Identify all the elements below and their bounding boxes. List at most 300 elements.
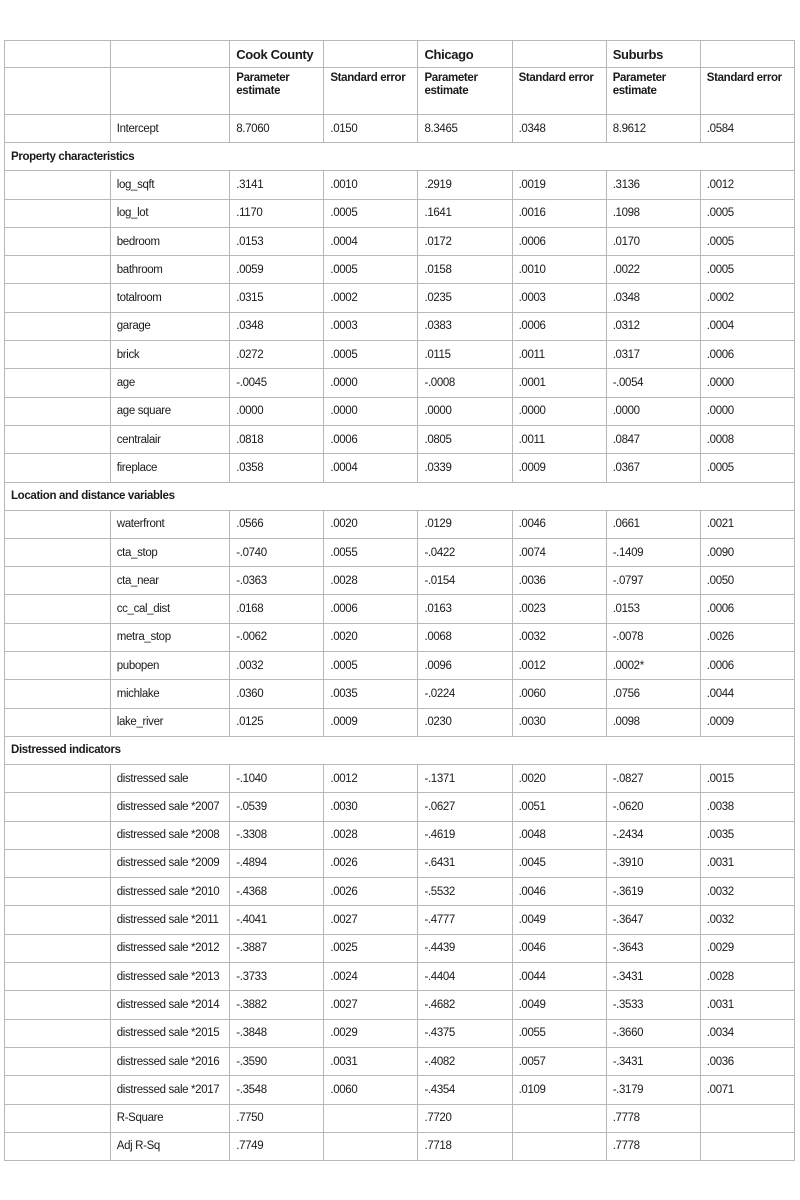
standard-error-cell: .0029 [324,1019,418,1047]
row-group-cell [5,227,111,255]
parameter-estimate-cell: -.4439 [418,934,512,962]
standard-error-cell: .0028 [324,821,418,849]
standard-error-cell: .0030 [324,793,418,821]
table-row [5,538,795,566]
standard-error-cell: .0026 [324,878,418,906]
row-label: age square [110,397,230,425]
standard-error-cell: .0031 [324,1047,418,1075]
table-row [5,567,795,595]
parameter-estimate-cell: .0115 [418,341,512,369]
header-row-columns [5,68,795,115]
standard-error-cell: .0011 [512,425,606,453]
standard-error-cell: .0046 [512,934,606,962]
standard-error-cell: .0026 [324,849,418,877]
table-row [5,1019,795,1047]
section-title: Distressed indicators [5,736,795,764]
parameter-estimate-cell: -.4375 [418,1019,512,1047]
standard-error-cell: .0032 [700,906,794,934]
row-group-cell [5,793,111,821]
table-row [5,595,795,623]
table-row [5,991,795,1019]
parameter-estimate-cell: .0022 [606,256,700,284]
row-label: log_sqft [110,171,230,199]
row-label: distressed sale *2013 [110,963,230,991]
parameter-estimate-cell: -.2434 [606,821,700,849]
standard-error-cell: .0006 [324,425,418,453]
parameter-estimate-cell: .0348 [606,284,700,312]
parameter-estimate-cell: -.3660 [606,1019,700,1047]
standard-error-cell: .0000 [700,397,794,425]
standard-error-cell: .0045 [512,849,606,877]
parameter-estimate-cell: .0360 [230,680,324,708]
standard-error-cell [512,1132,606,1160]
parameter-estimate-cell: -.3882 [230,991,324,1019]
parameter-estimate-cell: .7778 [606,1132,700,1160]
table-row [5,397,795,425]
standard-error-cell: .0003 [324,312,418,340]
standard-error-cell: .0028 [700,963,794,991]
row-label: totalroom [110,284,230,312]
standard-error-cell: .0055 [512,1019,606,1047]
parameter-estimate-cell: .7720 [418,1104,512,1132]
parameter-estimate-cell: .0129 [418,510,512,538]
parameter-estimate-cell: .0818 [230,425,324,453]
parameter-estimate-cell: -.0620 [606,793,700,821]
parameter-estimate-cell: .0163 [418,595,512,623]
standard-error-cell: .0006 [512,312,606,340]
standard-error-cell: .0060 [324,1076,418,1104]
row-group-cell [5,764,111,792]
parameter-estimate-cell: .0059 [230,256,324,284]
standard-error-cell: .0004 [324,227,418,255]
parameter-estimate-cell: -.0827 [606,764,700,792]
row-group-cell [5,878,111,906]
standard-error-cell: .0006 [700,341,794,369]
header-empty-cell [512,41,606,68]
standard-error-cell: .0034 [700,1019,794,1047]
parameter-estimate-cell: -.6431 [418,849,512,877]
table-row [5,906,795,934]
row-group-cell [5,199,111,227]
row-label: distressed sale *2008 [110,821,230,849]
row-label: cta_stop [110,538,230,566]
standard-error-cell: .0027 [324,991,418,1019]
parameter-estimate-cell: .0230 [418,708,512,736]
row-label: garage [110,312,230,340]
standard-error-cell: .0025 [324,934,418,962]
standard-error-cell [324,1104,418,1132]
standard-error-cell: .0015 [700,764,794,792]
header-row-groups [5,41,795,68]
header-empty-cell [5,68,111,115]
table-row [5,1104,795,1132]
row-group-cell [5,1132,111,1160]
row-label: distressed sale *2015 [110,1019,230,1047]
parameter-estimate-cell: .3141 [230,171,324,199]
standard-error-cell: .0028 [324,567,418,595]
parameter-estimate-cell: -.3910 [606,849,700,877]
standard-error-cell: .0032 [512,623,606,651]
row-group-cell [5,1019,111,1047]
row-label: lake_river [110,708,230,736]
table-row [5,227,795,255]
table-row [5,849,795,877]
header-standard-error: Standard error [700,68,794,115]
standard-error-cell: .0002 [700,284,794,312]
parameter-estimate-cell: -.3643 [606,934,700,962]
parameter-estimate-cell: .0661 [606,510,700,538]
parameter-estimate-cell: -.0224 [418,680,512,708]
standard-error-cell: .0000 [700,369,794,397]
table-row [5,425,795,453]
parameter-estimate-cell: -.4082 [418,1047,512,1075]
parameter-estimate-cell: -.4404 [418,963,512,991]
parameter-estimate-cell: -.3590 [230,1047,324,1075]
table-cell: .0584 [700,115,794,143]
parameter-estimate-cell: -.1040 [230,764,324,792]
parameter-estimate-cell: .1170 [230,199,324,227]
parameter-estimate-cell: -.4354 [418,1076,512,1104]
section-header-row [5,482,795,510]
parameter-estimate-cell: -.1409 [606,538,700,566]
parameter-estimate-cell: .0153 [230,227,324,255]
standard-error-cell: .0009 [512,454,606,482]
standard-error-cell: .0049 [512,991,606,1019]
row-label: cc_cal_dist [110,595,230,623]
parameter-estimate-cell: -.4041 [230,906,324,934]
row-group-cell [5,341,111,369]
parameter-estimate-cell: .0096 [418,652,512,680]
standard-error-cell: .0057 [512,1047,606,1075]
section-title: Location and distance variables [5,482,795,510]
parameter-estimate-cell: .0032 [230,652,324,680]
row-group-cell [5,963,111,991]
table-row [5,878,795,906]
parameter-estimate-cell: -.4619 [418,821,512,849]
standard-error-cell: .0010 [324,171,418,199]
parameter-estimate-cell: .7778 [606,1104,700,1132]
parameter-estimate-cell: -.3887 [230,934,324,962]
parameter-estimate-cell: -.3431 [606,1047,700,1075]
parameter-estimate-cell: -.0797 [606,567,700,595]
row-label: brick [110,341,230,369]
row-label: michlake [110,680,230,708]
parameter-estimate-cell: .0168 [230,595,324,623]
row-label: distressed sale [110,764,230,792]
standard-error-cell [700,1104,794,1132]
header-group-cook-county: Cook County [230,41,324,68]
parameter-estimate-cell: -.0740 [230,538,324,566]
standard-error-cell: .0004 [324,454,418,482]
parameter-estimate-cell: .0002* [606,652,700,680]
standard-error-cell: .0005 [324,652,418,680]
standard-error-cell [512,1104,606,1132]
parameter-estimate-cell: -.0008 [418,369,512,397]
standard-error-cell: .0006 [700,595,794,623]
row-group-cell [5,1104,111,1132]
row-label: distressed sale *2016 [110,1047,230,1075]
standard-error-cell: .0020 [512,764,606,792]
section-header-row [5,736,795,764]
standard-error-cell: .0090 [700,538,794,566]
parameter-estimate-cell: .0158 [418,256,512,284]
standard-error-cell: .0019 [512,171,606,199]
standard-error-cell: .0051 [512,793,606,821]
parameter-estimate-cell: .0312 [606,312,700,340]
parameter-estimate-cell: -.0054 [606,369,700,397]
table-row [5,680,795,708]
row-group-cell [5,256,111,284]
standard-error-cell: .0109 [512,1076,606,1104]
standard-error-cell: .0006 [324,595,418,623]
parameter-estimate-cell: -.3548 [230,1076,324,1104]
parameter-estimate-cell: -.3179 [606,1076,700,1104]
parameter-estimate-cell: .0566 [230,510,324,538]
table-row [5,312,795,340]
row-group-cell [5,312,111,340]
table-row [5,171,795,199]
standard-error-cell: .0049 [512,906,606,934]
parameter-estimate-cell: .0235 [418,284,512,312]
standard-error-cell: .0005 [324,341,418,369]
table-cell: 8.3465 [418,115,512,143]
parameter-estimate-cell: .1098 [606,199,700,227]
regression-table [4,40,795,1161]
parameter-estimate-cell: .0367 [606,454,700,482]
row-group-cell [5,454,111,482]
row-label: cta_near [110,567,230,595]
parameter-estimate-cell: .1641 [418,199,512,227]
header-empty-cell [5,41,111,68]
table-row [5,454,795,482]
parameter-estimate-cell: .0358 [230,454,324,482]
standard-error-cell: .0020 [324,510,418,538]
standard-error-cell: .0032 [700,878,794,906]
section-header-row [5,143,795,171]
parameter-estimate-cell: .0000 [230,397,324,425]
row-label: metra_stop [110,623,230,651]
standard-error-cell: .0074 [512,538,606,566]
standard-error-cell: .0000 [512,397,606,425]
standard-error-cell: .0050 [700,567,794,595]
header-group-suburbs: Suburbs [606,41,700,68]
parameter-estimate-cell: .0315 [230,284,324,312]
table-row [5,764,795,792]
table-row [5,341,795,369]
table-row [5,708,795,736]
standard-error-cell: .0020 [324,623,418,651]
standard-error-cell: .0005 [700,227,794,255]
row-group-cell [5,171,111,199]
row-label: Intercept [110,115,230,143]
parameter-estimate-cell: .7749 [230,1132,324,1160]
standard-error-cell: .0036 [700,1047,794,1075]
row-label: distressed sale *2007 [110,793,230,821]
standard-error-cell: .0005 [700,256,794,284]
standard-error-cell: .0010 [512,256,606,284]
row-group-cell [5,115,111,143]
table-cell: .0150 [324,115,418,143]
table-row [5,1047,795,1075]
parameter-estimate-cell: -.3308 [230,821,324,849]
row-label: Adj R-Sq [110,1132,230,1160]
parameter-estimate-cell: -.3647 [606,906,700,934]
header-empty-cell [110,68,230,115]
header-parameter-estimate: Parameter estimate [606,68,700,115]
row-group-cell [5,849,111,877]
standard-error-cell: .0036 [512,567,606,595]
header-group-chicago: Chicago [418,41,512,68]
standard-error-cell: .0038 [700,793,794,821]
standard-error-cell: .0071 [700,1076,794,1104]
row-group-cell [5,680,111,708]
row-group-cell [5,567,111,595]
standard-error-cell: .0004 [700,312,794,340]
parameter-estimate-cell: .0172 [418,227,512,255]
parameter-estimate-cell: -.0422 [418,538,512,566]
row-label: distressed sale *2012 [110,934,230,962]
section-title: Property characteristics [5,143,795,171]
standard-error-cell: .0016 [512,199,606,227]
row-label: distressed sale *2017 [110,1076,230,1104]
table-row [5,934,795,962]
row-label: distressed sale *2009 [110,849,230,877]
standard-error-cell: .0006 [700,652,794,680]
parameter-estimate-cell: -.3848 [230,1019,324,1047]
parameter-estimate-cell: -.0078 [606,623,700,651]
standard-error-cell: .0031 [700,849,794,877]
parameter-estimate-cell: -.4894 [230,849,324,877]
table-row [5,284,795,312]
parameter-estimate-cell: -.0627 [418,793,512,821]
row-group-cell [5,623,111,651]
standard-error-cell: .0044 [512,963,606,991]
table-row [5,793,795,821]
row-label: bedroom [110,227,230,255]
standard-error-cell: .0012 [324,764,418,792]
row-group-cell [5,397,111,425]
header-parameter-estimate: Parameter estimate [418,68,512,115]
header-standard-error: Standard error [324,68,418,115]
standard-error-cell: .0027 [324,906,418,934]
row-label: distressed sale *2014 [110,991,230,1019]
standard-error-cell: .0000 [324,397,418,425]
row-label: bathroom [110,256,230,284]
standard-error-cell: .0005 [324,199,418,227]
standard-error-cell: .0011 [512,341,606,369]
standard-error-cell: .0021 [700,510,794,538]
header-standard-error: Standard error [512,68,606,115]
parameter-estimate-cell: .0153 [606,595,700,623]
parameter-estimate-cell: -.3533 [606,991,700,1019]
table-row [5,1076,795,1104]
table-row [5,1132,795,1160]
row-label: age [110,369,230,397]
standard-error-cell: .0024 [324,963,418,991]
standard-error-cell: .0029 [700,934,794,962]
standard-error-cell: .0055 [324,538,418,566]
parameter-estimate-cell: .0756 [606,680,700,708]
row-group-cell [5,906,111,934]
standard-error-cell: .0046 [512,878,606,906]
row-group-cell [5,821,111,849]
row-group-cell [5,369,111,397]
standard-error-cell: .0001 [512,369,606,397]
row-group-cell [5,538,111,566]
parameter-estimate-cell: -.1371 [418,764,512,792]
row-label: log_lot [110,199,230,227]
standard-error-cell: .0008 [700,425,794,453]
row-group-cell [5,1076,111,1104]
standard-error-cell: .0030 [512,708,606,736]
standard-error-cell: .0005 [700,199,794,227]
parameter-estimate-cell: .0000 [606,397,700,425]
row-label: R-Square [110,1104,230,1132]
parameter-estimate-cell: -.5532 [418,878,512,906]
standard-error-cell: .0023 [512,595,606,623]
row-group-cell [5,991,111,1019]
standard-error-cell: .0005 [324,256,418,284]
row-group-cell [5,708,111,736]
parameter-estimate-cell: -.3619 [606,878,700,906]
parameter-estimate-cell: .0383 [418,312,512,340]
standard-error-cell: .0035 [700,821,794,849]
parameter-estimate-cell: -.4682 [418,991,512,1019]
standard-error-cell: .0005 [700,454,794,482]
parameter-estimate-cell: -.0363 [230,567,324,595]
parameter-estimate-cell: .0068 [418,623,512,651]
standard-error-cell: .0046 [512,510,606,538]
table-row [5,652,795,680]
table-cell: 8.9612 [606,115,700,143]
row-label: distressed sale *2010 [110,878,230,906]
row-group-cell [5,1047,111,1075]
standard-error-cell: .0060 [512,680,606,708]
standard-error-cell: .0012 [700,171,794,199]
table-row-intercept [5,115,795,143]
standard-error-cell: .0012 [512,652,606,680]
parameter-estimate-cell: .2919 [418,171,512,199]
parameter-estimate-cell: .0170 [606,227,700,255]
parameter-estimate-cell: .0000 [418,397,512,425]
header-empty-cell [324,41,418,68]
standard-error-cell: .0002 [324,284,418,312]
table-cell: 8.7060 [230,115,324,143]
parameter-estimate-cell: -.4777 [418,906,512,934]
row-group-cell [5,652,111,680]
row-label: waterfront [110,510,230,538]
parameter-estimate-cell: .7750 [230,1104,324,1132]
parameter-estimate-cell: -.4368 [230,878,324,906]
standard-error-cell: .0026 [700,623,794,651]
standard-error-cell: .0006 [512,227,606,255]
row-group-cell [5,934,111,962]
standard-error-cell: .0044 [700,680,794,708]
row-label: fireplace [110,454,230,482]
table-row [5,256,795,284]
parameter-estimate-cell: .0272 [230,341,324,369]
header-parameter-estimate: Parameter estimate [230,68,324,115]
parameter-estimate-cell: .0317 [606,341,700,369]
standard-error-cell: .0003 [512,284,606,312]
row-group-cell [5,425,111,453]
parameter-estimate-cell: .0847 [606,425,700,453]
parameter-estimate-cell: .0125 [230,708,324,736]
parameter-estimate-cell: .0348 [230,312,324,340]
standard-error-cell: .0000 [324,369,418,397]
table-row [5,623,795,651]
header-empty-cell [110,41,230,68]
